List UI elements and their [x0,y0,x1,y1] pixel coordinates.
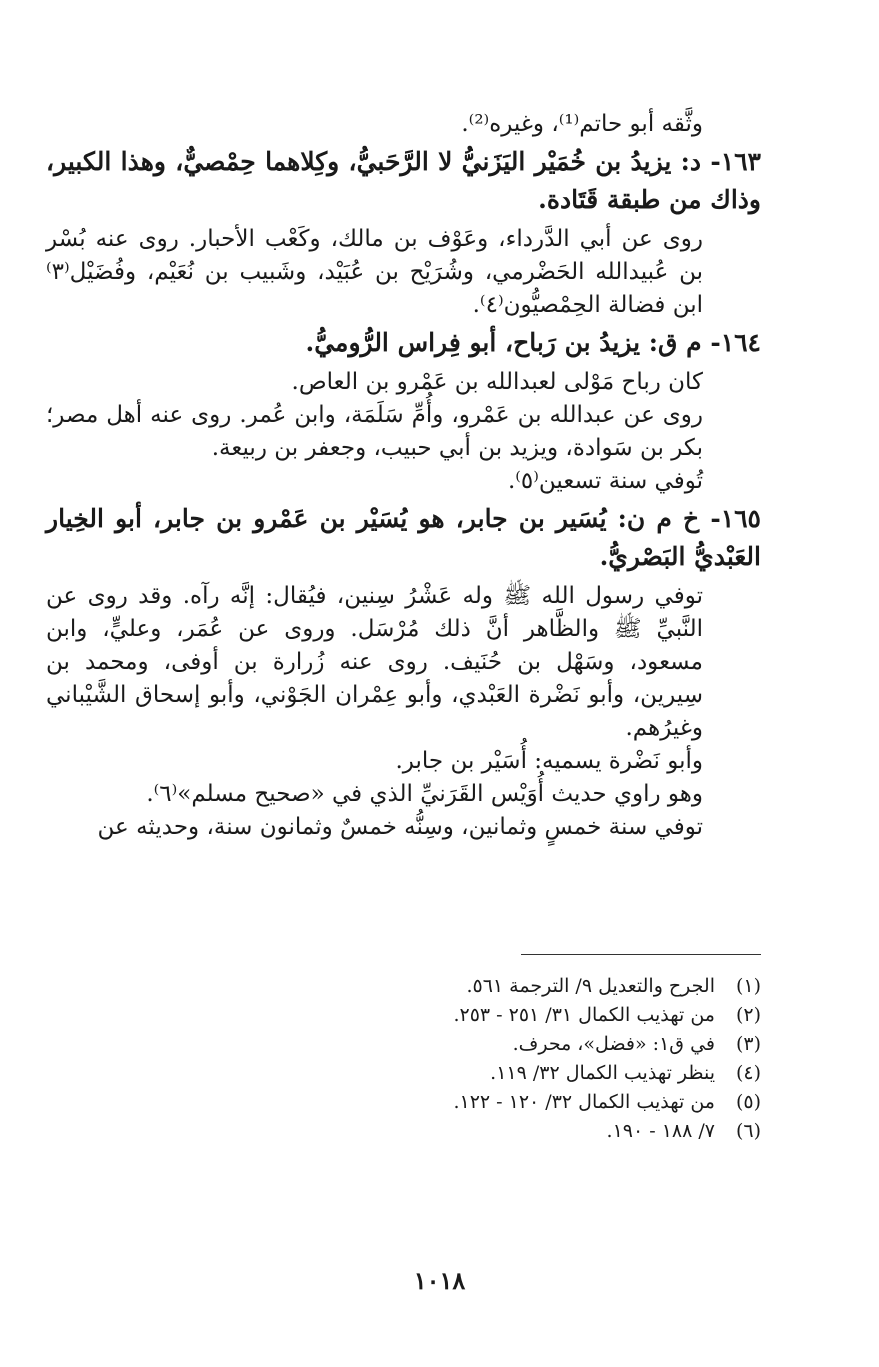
footnote-number: (٥) [735,1091,761,1113]
footnote-text: من تهذيب الكمال ٣٢/ ١٢٠ - ١٢٢. [453,1091,715,1113]
footnote-1 [46,972,761,1001]
entry-164-heading: ١٦٤- م ق: يزيدُ بن رَباح، أبو فِراس الرُّوميُّ. [305,328,761,357]
footnote-number: (٣) [735,1033,761,1055]
footnote-number: (٤) [735,1062,761,1084]
footnote-4 [46,1059,761,1088]
footnote-3 [46,1030,761,1059]
footnote-text: من تهذيب الكمال ٣١/ ٢٥١ - ٢٥٣. [453,1004,715,1026]
footnote-text: ٧/ ١٨٨ - ١٩٠. [606,1120,715,1142]
page-number: ١٠١٨ [413,1266,466,1295]
footnote-text: الجرح والتعديل ٩/ الترجمة ٥٦١. [466,975,715,997]
entry-162-end: وثَّقه أبو حاتم⁽¹⁾، وغيره⁽²⁾. [461,111,703,137]
entry-165-paragraph-3: وهو راوي حديث أُوَيْس القَرَنيِّ الذي في «صحيح مسلم»⁽٦⁾. [146,781,703,807]
footnote-number: (١) [735,975,761,997]
footnote-divider [521,954,761,955]
footnote-2 [46,1001,761,1030]
entry-164-paragraph-2: روى عن عبدالله بن عَمْرو، وأُمِّ سَلَمَة، وابن عُمر. روى عنه أهل مصر؛ بكر بن سَوادة، ويزيد بن أبي حبيب، وجعفر بن ربيعة. [46,402,703,461]
footnote-5 [46,1088,761,1117]
entry-164-paragraph-3: تُوفي سنة تسعين⁽٥⁾. [507,468,703,494]
footnotes [46,972,761,1146]
entry-163-heading: ١٦٣- د: يزيدُ بن خُمَيْر اليَزَنيُّ لا الرَّحَبيُّ، وكِلاهما حِمْصيٌّ، وهذا الكبير، وذاك من طبقة قَتَادة. [46,147,761,214]
footnote-number: (٦) [735,1120,761,1142]
main-text [46,108,761,844]
entry-165-heading: ١٦٥- خ م ن: يُسَير بن جابر، هو يُسَيْر بن عَمْرو بن جابر، أبو الخِيار العَبْديُّ البَصْريُّ. [46,504,761,571]
entry-163-paragraph: روى عن أبي الدَّرداء، وعَوْف بن مالك، وكَعْب الأحبار. روى عنه بُسْر بن عُبيدالله الحَضْرمي، وشُرَيْح بن عُبَيْد، وشَبيب بن نُعَيْم، وفُضَيْل⁽٣⁾ ابن فضالة الحِمْصيُّون⁽٤⁾. [46,226,703,318]
footnote-text: ينظر تهذيب الكمال ٣٢/ ١١٩. [490,1062,715,1084]
entry-164-paragraph-1: كان رباح مَوْلى لعبدالله بن عَمْرو بن العاص. [291,369,703,395]
footnote-number: (٢) [735,1004,761,1026]
entry-165-paragraph-1: توفي رسول الله ﷺ وله عَشْرُ سِنين، فيُقال: إنَّه رآه. وقد روى عن النَّبيِّ ﷺ والظَّاهر أنَّ ذلك مُرْسَل. وروى عن عُمَر، وعليٍّ، وابن مسعود، وسَهْل بن حُنَيف. روى عنه زُرارة بن أوفى، ومحمد بن سِيرين، وأبو نَضْرة العَبْدي، وأبو عِمْران الجَوْني، وأبو إسحاق الشَّيْباني وغيرُهم. [46,583,703,741]
entry-165-paragraph-4: توفي سنة خمسٍ وثمانين، وسِنُّه خمسٌ وثمانون سنة، وحديثه عن [97,814,703,840]
entry-165-paragraph-2: وأبو نَضْرة يسميه: أُسَيْر بن جابر. [395,748,703,774]
footnote-text: في ق١: «فضل»، محرف. [512,1033,715,1055]
footnote-6 [46,1117,761,1146]
